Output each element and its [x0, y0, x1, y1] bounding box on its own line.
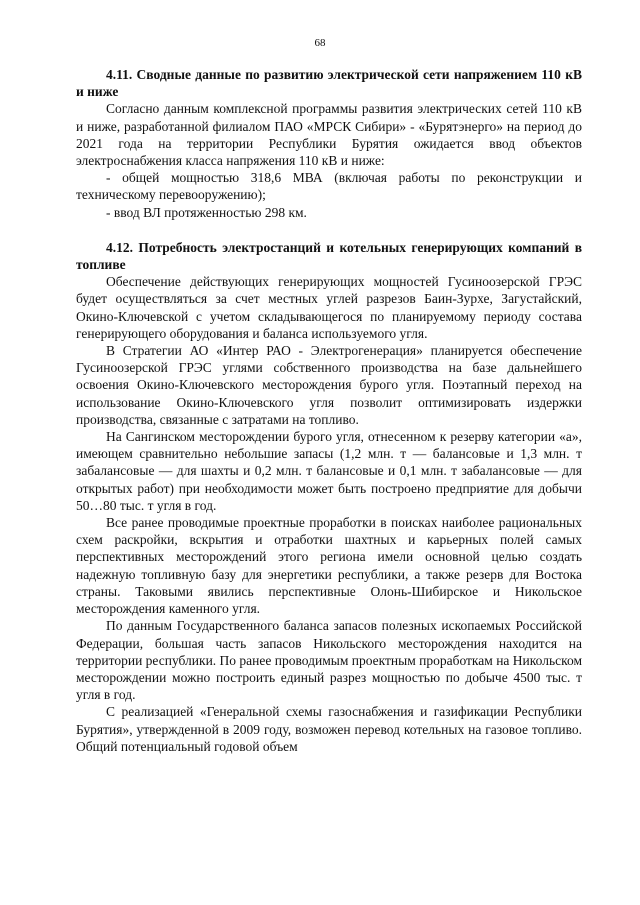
paragraph: Согласно данным комплексной программы развития электрических сетей 110 кВ и ниже, разработанной филиалом ПАО «МРСК Сибири» - «Бурятэнерго» на период до 2021 года на территории Республики Бурятия ожидается ввод объектов электроснабжения класса напряжения 110 кВ и ниже:	[76, 101, 582, 169]
paragraph: По данным Государственного баланса запасов полезных ископаемых Российской Федерации, большая часть запасов Никольского месторождения находится на территории республики. По ранее проводимым проектным проработкам на Никольском месторождении можно построить единый разрез мощностью по добыче 4500 тыс. т угля в год.	[76, 618, 582, 703]
paragraph: На Сангинском месторождении бурого угля, отнесенном к резерву категории «а», имеющем сравнительно небольшие запасы (1,2 млн. т — балансовые и 1,3 млн. т забалансовые — для шахты и 0,2 млн. т балансовые и 0,1 млн. т забалансовые — для открытых работ) при необходимости может быть построено предприятие для добычи 50…80 тыс. т угля в год.	[76, 429, 582, 513]
paragraph: Все ранее проводимые проектные проработки в поисках наиболее рациональных схем раскройки, вскрытия и отработки шахтных и карьерных полей самых перспективных месторождений этого региона имели основной целью создать надежную топливную базу для энергетики республики, а также резерв для Востока страны. Таковыми явились перспективные Олонь-Шибирское и Никольское месторождения каменного угля.	[76, 515, 582, 617]
list-item: - ввод ВЛ протяженностью 298 км.	[106, 204, 307, 220]
section-4-11	[76, 66, 582, 221]
list-item: - общей мощностью 318,6 МВА (включая работы по реконструкции и техническому перевооружению);	[76, 170, 582, 203]
paragraph: Обеспечение действующих генерирующих мощностей Гусиноозерской ГРЭС будет осуществляться за счет местных углей разрезов Баин-Зурхе, Загустайский, Окино-Ключевской с учетом складывающегося по планируемому периоду состава генерирующего оборудования и баланса используемого угля.	[76, 274, 582, 341]
paragraph: В Стратегии АО «Интер РАО - Электрогенерация» планируется обеспечение Гусиноозерской ГРЭС углями собственного производства на базе дальнейшего освоения Окино-Ключевского месторождения бурого угля. Поэтапный переход на использование Окино-Ключевского угля позволит оптимизировать издержки производства, связанные с затратами на топливо.	[76, 343, 582, 427]
section-heading: 4.11. Сводные данные по развитию электрической сети напряжением 110 кВ и ниже	[76, 67, 582, 100]
section-4-12	[76, 239, 582, 755]
paragraph: С реализацией «Генеральной схемы газоснабжения и газификации Республики Бурятия», утвержденной в 2009 году, возможен перевод котельных на газовое топливо. Общий потенциальный годовой объем	[76, 704, 582, 754]
document-body	[76, 66, 582, 755]
section-gap	[76, 221, 582, 239]
section-heading: 4.12. Потребность электростанций и котельных генерирующих компаний в топливе	[76, 239, 582, 273]
page-number: 68	[314, 37, 326, 49]
